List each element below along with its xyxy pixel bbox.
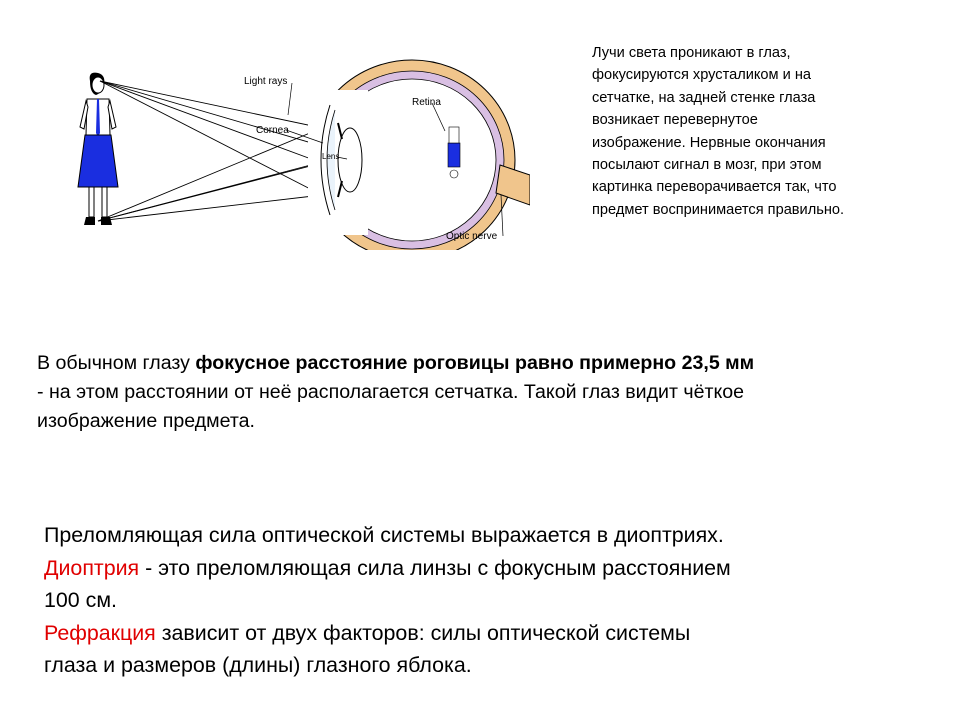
label-cornea: Cornea	[256, 125, 289, 136]
definition-line: Преломляющая сила оптической системы выражается в диоптриях.	[44, 523, 724, 547]
description-line: посылают сигнал в мозг, при этом	[592, 157, 822, 174]
paragraph-prefix: В обычном глазу	[37, 352, 196, 374]
description-line: фокусируются хрусталиком и на	[592, 67, 812, 84]
definition-line: глаза и размеров (длины) глазного яблока.	[44, 653, 472, 677]
paragraph-line: изображение предмета.	[37, 410, 255, 432]
description-line: Лучи света проникают в глаз,	[592, 45, 791, 61]
description-line: изображение. Нервные окончания	[592, 134, 826, 151]
refraction-definition: зависит от двух факторов: силы оптической системы	[155, 620, 691, 645]
label-light-rays: Light rays	[244, 76, 288, 87]
eye-description-text	[592, 42, 932, 221]
paragraph-line	[37, 349, 932, 378]
label-retina: Retina	[412, 97, 441, 108]
description-line: предмет воспринимается правильно.	[592, 201, 845, 218]
focal-length-paragraph	[37, 349, 932, 436]
dioptry-term: Диоптрия	[44, 555, 140, 580]
definition-line: 100 см.	[44, 588, 117, 612]
description-line: картинка переворачивается так, что	[592, 179, 837, 196]
eye-diagram	[60, 35, 530, 250]
girl-figure	[78, 73, 118, 225]
focal-length-bold: фокусное расстояние роговицы равно примерно 23,5 мм	[195, 352, 755, 374]
label-optic-nerve: Optic nerve	[446, 231, 498, 242]
definition-line	[44, 617, 934, 650]
definition-line	[44, 552, 934, 585]
definitions-block	[44, 519, 934, 682]
description-line: возникает перевернутое	[592, 112, 758, 129]
refraction-term: Рефракция	[44, 620, 156, 645]
dioptry-definition: - это преломляющая сила линзы с фокусным расстоянием	[139, 555, 731, 580]
eyeball	[308, 60, 530, 250]
label-lens: Lens	[322, 152, 340, 161]
paragraph-line: - на этом расстоянии от неё располагается сетчатка. Такой глаз видит чёткое	[37, 381, 745, 403]
description-line: сетчатке, на задней стенке глаза	[592, 89, 816, 106]
